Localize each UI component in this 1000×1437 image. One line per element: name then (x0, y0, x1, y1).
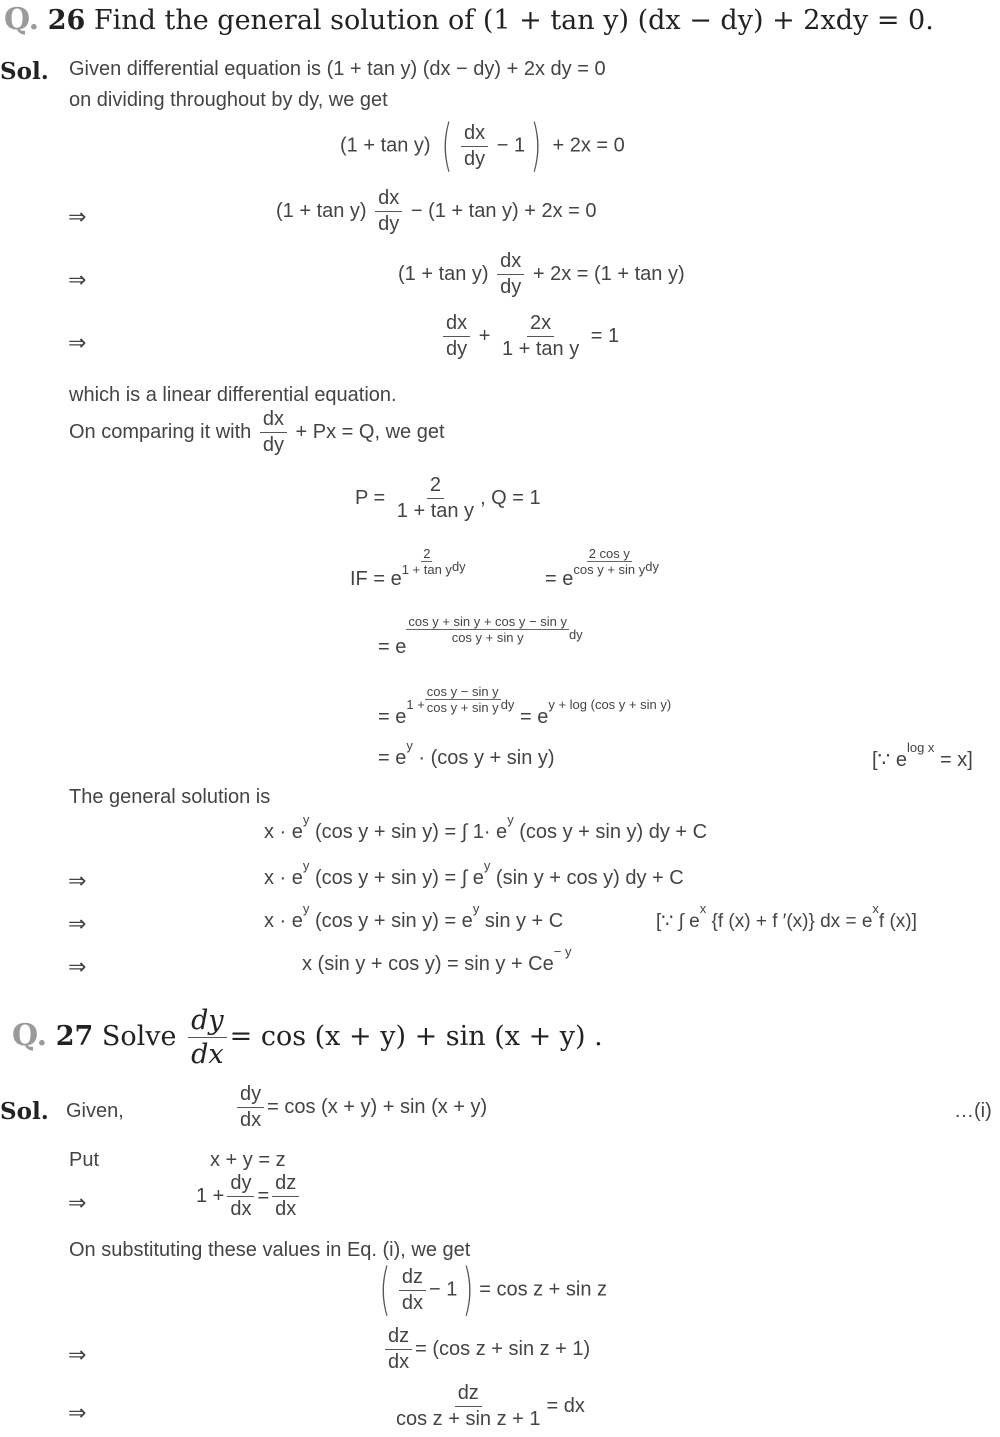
eq-part: x · e (264, 867, 303, 889)
eq-part: (1 + tan y) (276, 199, 367, 222)
eq-part: = (257, 1184, 270, 1207)
exponent-part: dy (451, 559, 466, 574)
side-note (656, 901, 917, 933)
fraction (393, 1382, 544, 1431)
equation (276, 187, 597, 236)
denominator: 1 + tan y (401, 562, 452, 577)
exponent: y (472, 901, 480, 916)
equation: ( $\frac{dz}{dx}$ − 1) = cos z + sin z (379, 1257, 608, 1322)
equation (234, 1083, 487, 1132)
prompt-part: Solve (101, 1021, 177, 1052)
eq-part: = e (378, 706, 407, 728)
text-line: on dividing throughout by dy, we get (69, 89, 388, 111)
equation (264, 812, 708, 844)
eq-part: + (478, 324, 491, 347)
eq-part: 1 + (196, 1184, 225, 1207)
exponent: log x (906, 740, 935, 755)
eq-part: = (cos z + sin z + 1) (415, 1337, 591, 1360)
question-marker: Q. (12, 1018, 48, 1053)
fraction (394, 474, 477, 523)
denominator: dx (401, 1291, 423, 1314)
exponent: y (302, 901, 310, 916)
numerator: dz (272, 1172, 299, 1197)
eq-part: (1 + tan y) (398, 262, 489, 285)
equation (440, 312, 619, 361)
numerator: 2 cos y (588, 546, 630, 561)
eq-part: = cos z + sin z (479, 1278, 608, 1301)
question-27-heading (12, 1005, 603, 1070)
implies-arrow: ⇒ (68, 267, 87, 292)
exponent: x (699, 901, 707, 916)
equation (378, 684, 672, 737)
eq-part: (cos y + sin y) = e (314, 910, 473, 932)
denominator: dy (446, 338, 468, 360)
fraction (499, 312, 582, 361)
solution-label: Sol. (0, 1098, 49, 1125)
denominator: dy (464, 147, 486, 170)
equation (196, 1172, 302, 1221)
numerator: dy (237, 1083, 264, 1108)
equation: x + y = z (210, 1149, 286, 1171)
equation (355, 474, 541, 523)
numerator: dz (455, 1382, 482, 1407)
text-line: Put (69, 1149, 100, 1171)
equation: (1 + tan y) ( $\frac{dx}{dy}$ − 1) + 2x = 0 (340, 113, 625, 178)
exponent-part: dy (568, 627, 583, 642)
equation (545, 546, 659, 599)
eq-part: (sin y + cos y) dy + C (495, 867, 684, 889)
eq-part: − (1 + tan y) + 2x = 0 (410, 199, 597, 222)
text-line: The general solution is (69, 786, 271, 808)
implies-arrow: ⇒ (68, 954, 87, 979)
fraction (385, 1325, 412, 1374)
eq-part: + 2x = (1 + tan y) (532, 262, 685, 285)
question-number: 26 (47, 5, 86, 36)
fraction (260, 408, 287, 457)
eq-part: , Q = 1 (480, 486, 541, 509)
numerator: 2 (427, 474, 444, 499)
text-part: + Px = Q, we get (295, 420, 445, 443)
denominator: dy (378, 213, 400, 235)
eq-part: = cos (x + y) + sin (x + y) (267, 1095, 488, 1118)
exponent-part: dy (645, 559, 659, 574)
numerator: dy (188, 1005, 227, 1038)
numerator: dx (461, 122, 488, 147)
equation (390, 1382, 585, 1431)
denominator: dx (240, 1109, 262, 1131)
note-part: {f (x) + f ′(x)} dx = e (711, 911, 873, 932)
equation (378, 738, 555, 770)
denominator: dy (500, 276, 522, 298)
note-part: f (x)] (878, 911, 917, 932)
note-part: [∵ ∫ e (656, 911, 700, 932)
exponent (402, 546, 452, 577)
numerator: cos y − sin y (426, 684, 499, 699)
implies-arrow: ⇒ (68, 330, 87, 355)
eq-part: = e (545, 568, 574, 590)
note-part: = x] (940, 749, 973, 771)
exponent: y (483, 858, 491, 873)
denominator: dx (275, 1198, 297, 1220)
equation (302, 944, 572, 976)
eq-part: · (cos y + sin y) (418, 747, 555, 769)
exponent: y (507, 812, 514, 827)
eq-part: − 1 (428, 1278, 458, 1301)
denominator: dx (191, 1039, 224, 1070)
text-line: On substituting these values in Eq. (i), we get (69, 1239, 471, 1261)
equation (378, 614, 583, 667)
denominator: dx (230, 1198, 252, 1220)
fraction (497, 250, 524, 299)
question-26-heading (4, 2, 934, 37)
eq-part: x · e (264, 910, 303, 932)
fraction (443, 312, 470, 361)
exponent-part: dy (500, 697, 515, 712)
exponent-part: 1 + (406, 697, 425, 712)
implies-arrow: ⇒ (68, 1190, 87, 1215)
exponent (406, 614, 569, 645)
prompt-part: = cos (x + y) + sin (x + y) . (229, 1021, 603, 1052)
text-line: which is a linear differential equation. (69, 384, 397, 406)
implies-arrow: ⇒ (68, 868, 87, 893)
denominator: dy (262, 434, 284, 456)
numerator: dx (375, 187, 402, 212)
fraction (272, 1172, 299, 1221)
denominator: 1 + tan y (501, 338, 580, 360)
eq-part: + 2x = 0 (552, 134, 625, 157)
exponent: x (872, 901, 879, 916)
implies-arrow: ⇒ (68, 204, 87, 229)
implies-arrow: ⇒ (68, 911, 87, 936)
solution-label: Sol. (0, 58, 49, 85)
exponent: − y (553, 944, 572, 959)
question-prompt: Find the general solution of (1 + tan y) (dx − dy) + 2xdy = 0. (93, 5, 934, 36)
equation-ref: …(i) (954, 1100, 992, 1122)
text-line: Given differential equation is (1 + tan y) (dx − dy) + 2x dy = 0 (69, 58, 606, 80)
numerator: 2 (423, 546, 431, 561)
numerator: dz (399, 1266, 426, 1291)
text-part: On comparing it with (69, 420, 252, 443)
exponent (573, 546, 645, 577)
question-number: 27 (55, 1021, 94, 1052)
eq-part: (1 + tan y) (340, 134, 431, 157)
eq-part: (cos y + sin y) = ∫ 1· e (314, 821, 508, 843)
numerator: dx (497, 250, 524, 275)
equation (398, 250, 685, 299)
numerator: 2x (527, 312, 554, 337)
fraction (188, 1005, 227, 1070)
eq-part: P = (355, 486, 386, 509)
eq-part: − 1 (496, 134, 526, 157)
denominator: cos y + sin y (573, 562, 646, 577)
fraction (227, 1172, 254, 1221)
implies-arrow: ⇒ (68, 1342, 87, 1367)
text-line: Given, (66, 1100, 124, 1122)
equation (264, 901, 564, 933)
exponent: y (302, 812, 310, 827)
eq-part: sin y + C (484, 910, 564, 932)
eq-part: = e (519, 706, 549, 728)
denominator: cos z + sin z + 1 (396, 1408, 541, 1430)
implies-arrow: ⇒ (68, 1400, 87, 1425)
exponent: y + log (cos y + sin y) (548, 697, 672, 712)
eq-part: IF = e (350, 568, 402, 590)
denominator: 1 + tan y (396, 500, 475, 522)
exponent (425, 684, 501, 715)
text-line (69, 408, 445, 457)
eq-part: = e (378, 747, 407, 769)
denominator: cos y + sin y (426, 700, 499, 715)
question-marker: Q. (4, 2, 40, 37)
numerator: dy (227, 1172, 254, 1197)
eq-part: = e (378, 636, 407, 658)
exponent: y (406, 738, 413, 753)
fraction (237, 1083, 264, 1132)
note-part: [∵ e (872, 749, 907, 771)
equation (264, 858, 684, 890)
fraction (399, 1266, 426, 1315)
denominator: dx (388, 1351, 410, 1373)
eq-part: x (sin y + cos y) = sin y + Ce (302, 953, 554, 975)
numerator: dz (385, 1325, 412, 1350)
numerator: dx (260, 408, 287, 433)
eq-part: (cos y + sin y) = ∫ e (314, 867, 484, 889)
denominator: cos y + sin y (451, 630, 524, 645)
side-note (872, 740, 973, 772)
fraction (375, 187, 402, 236)
eq-part: (cos y + sin y) dy + C (519, 821, 708, 843)
eq-part: = dx (546, 1394, 585, 1417)
eq-part: x · e (264, 821, 303, 843)
equation (350, 546, 466, 599)
numerator: dx (443, 312, 470, 337)
exponent: y (302, 858, 310, 873)
numerator: cos y + sin y + cos y − sin y (408, 614, 567, 629)
fraction (461, 122, 488, 171)
equation (382, 1325, 590, 1374)
eq-part: = 1 (590, 324, 620, 347)
